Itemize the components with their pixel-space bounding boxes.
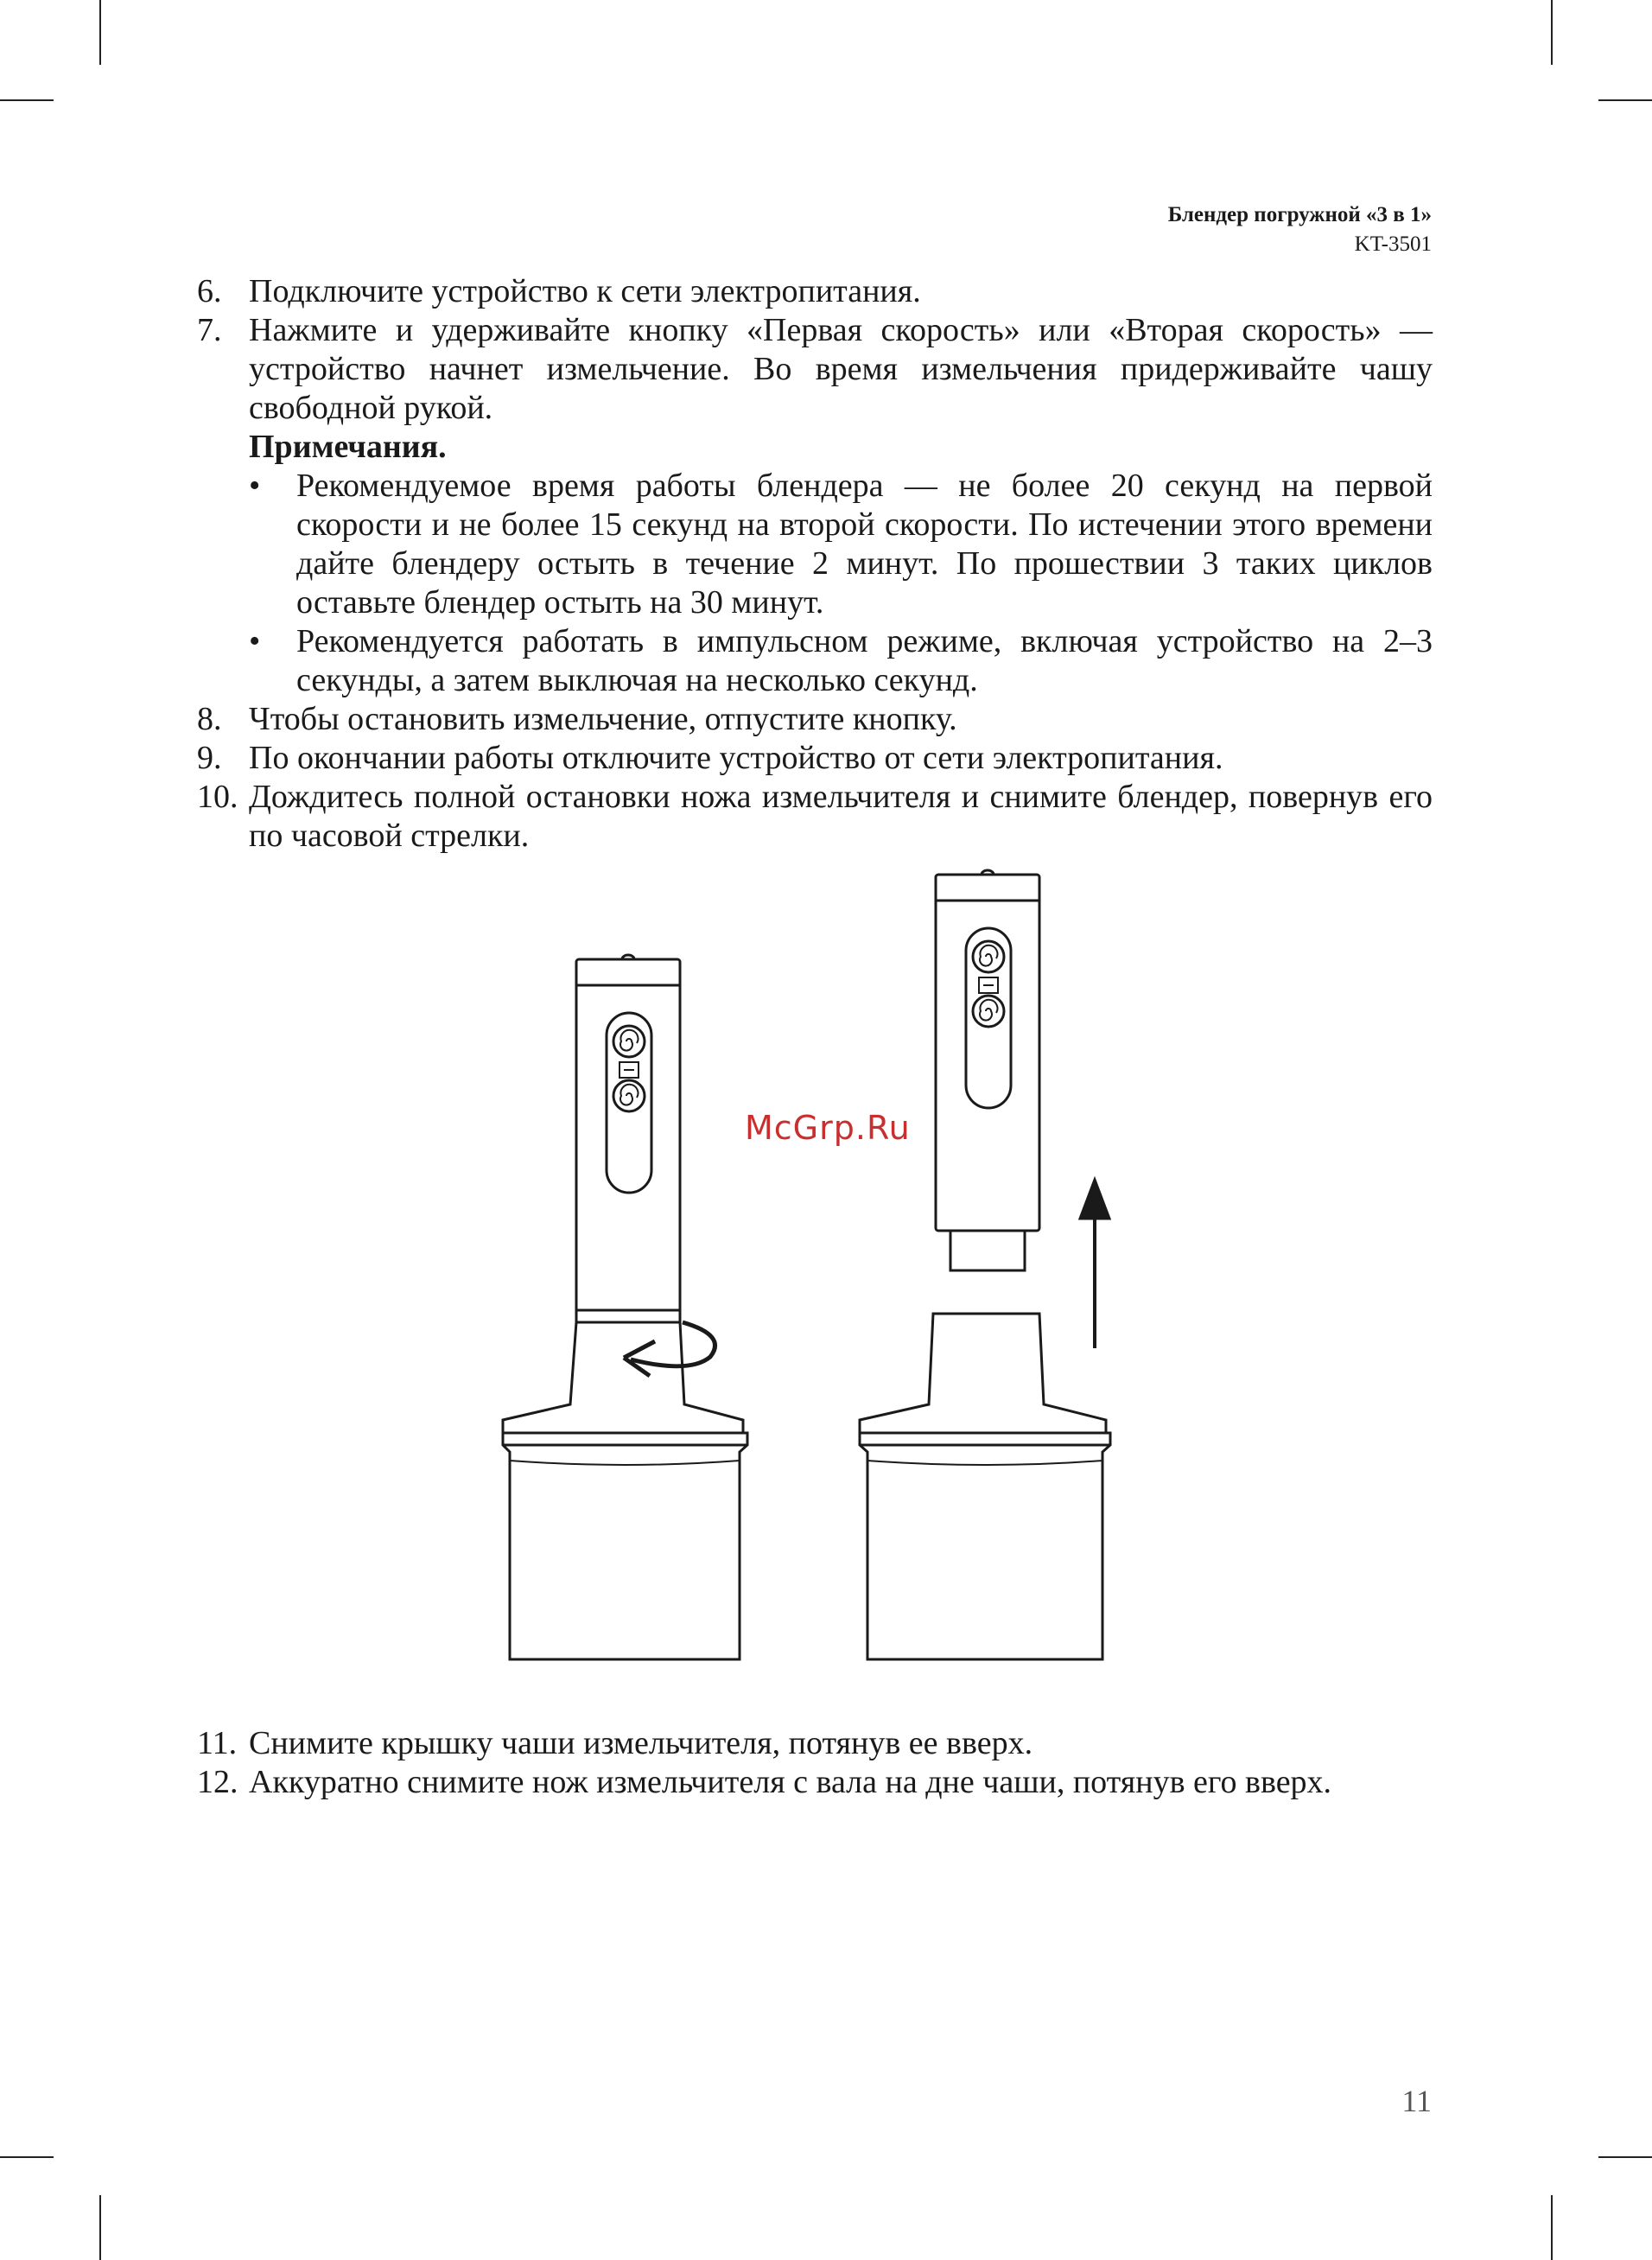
list-item xyxy=(197,272,1433,311)
bowl-lid xyxy=(503,1322,743,1433)
instructions-top xyxy=(197,272,1433,856)
crop-mark xyxy=(1551,0,1553,65)
page-number: 11 xyxy=(1401,2084,1432,2118)
bullet-mark: • xyxy=(249,468,261,504)
list-item xyxy=(197,1763,1433,1802)
crop-mark xyxy=(0,99,54,101)
note-item xyxy=(249,622,1433,700)
item-text: Чтобы остановить измельчение, отпустите кнопку. xyxy=(249,701,957,737)
chopper-bowl xyxy=(503,1433,747,1659)
instructions-bottom xyxy=(197,1724,1433,1802)
bowl-lid xyxy=(860,1314,1106,1433)
item-number: 11. xyxy=(197,1725,238,1761)
item-number: 8. xyxy=(197,701,222,737)
crop-mark xyxy=(99,0,101,65)
note-text: Рекомендуется работать в импульсном режиме, включая устройство на 2–3 секунды, а затем выключая на несколько секунд. xyxy=(296,623,1433,698)
item-text: Подключите устройство к сети электропитания. xyxy=(249,273,921,309)
crop-mark xyxy=(0,2156,54,2158)
note-text: Рекомендуемое время работы блендера — не более 20 секунд на первой скорости и не более 15 секунд на второй скорости. По истечении этого времени дайте блендеру остыть в течение 2 минут. По прошествии 3 таких циклов оставьте блендер остыть на 30 минут. xyxy=(296,468,1433,621)
bullet-mark: • xyxy=(249,623,261,659)
list-item xyxy=(197,311,1433,428)
item-number: 10. xyxy=(197,779,238,815)
item-text: Снимите крышку чаши измельчителя, потянув ее вверх. xyxy=(249,1725,1033,1761)
item-number: 7. xyxy=(197,312,222,348)
item-text: Дождитесь полной остановки ножа измельчителя и снимите блендер, повернув его по часовой стрелки. xyxy=(249,779,1433,854)
list-item xyxy=(197,739,1433,778)
chopper-bowl xyxy=(860,1433,1110,1659)
header-model: KT-3501 xyxy=(1354,232,1432,256)
crop-mark xyxy=(99,2195,101,2260)
item-text: Аккуратно снимите нож измельчителя с вала на дне чаши, потянув его вверх. xyxy=(249,1764,1332,1800)
item-number: 9. xyxy=(197,740,222,776)
blender-illustration xyxy=(484,864,1141,1677)
watermark: McGrp.Ru xyxy=(745,1109,911,1147)
handle-connector xyxy=(950,1231,1025,1270)
list-item xyxy=(197,1724,1433,1763)
item-number: 6. xyxy=(197,273,222,309)
list-item xyxy=(197,778,1433,856)
arrow-head-icon xyxy=(1080,1180,1109,1219)
crop-mark xyxy=(1551,2195,1553,2260)
crop-mark xyxy=(1598,2156,1652,2158)
list-item xyxy=(197,700,1433,739)
note-item xyxy=(249,467,1433,622)
item-number: 12. xyxy=(197,1764,238,1800)
crop-mark xyxy=(1598,99,1652,101)
blender-detached xyxy=(860,870,1110,1659)
page-header xyxy=(1168,201,1432,259)
blender-attached xyxy=(503,955,747,1659)
header-title: Блендер погружной «3 в 1» xyxy=(1167,203,1432,226)
item-text: Нажмите и удерживайте кнопку «Первая скорость» или «Вторая скорость» — устройство начнет измельчение. Во время измельчения придерживайте чашу свободной рукой. xyxy=(249,312,1433,426)
notes-heading: Примечания. xyxy=(249,429,447,465)
item-text: По окончании работы отключите устройство от сети электропитания. xyxy=(249,740,1223,776)
